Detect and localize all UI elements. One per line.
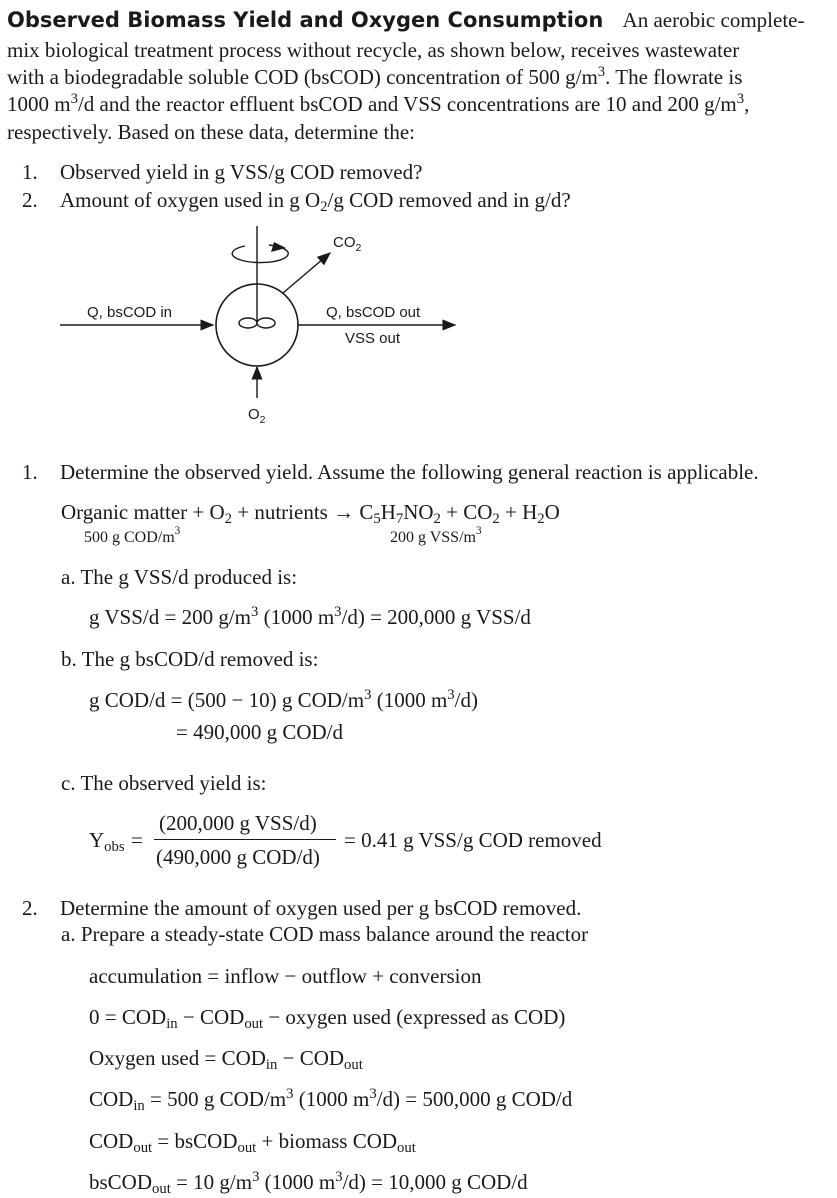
mixer-shaft-icon bbox=[232, 226, 288, 322]
step-2-heading: 2. Determine the amount of oxygen used per g bsCOD removed. bbox=[22, 896, 582, 920]
step-1b-equation-2: = 490,000 g COD/d bbox=[176, 720, 344, 744]
question-2: 2. Amount of oxygen used in g $O_2/g$ COD removed and in g/d? bbox=[22, 188, 571, 215]
step-1a-label: a. The g VSS/d produced is: bbox=[61, 565, 298, 589]
intro-text-5: respectively. Based on these data, determine the: bbox=[7, 120, 415, 144]
co2-arrow bbox=[283, 253, 330, 293]
vss-out-label: VSS out bbox=[345, 330, 401, 347]
intro-text-4: 1000 $m^3/d$ and the reactor effluent bsCOD and VSS concentrations are 10 and 200 $g/m^3$, bbox=[7, 91, 750, 116]
step-1b-label: b. The g bsCOD/d removed is: bbox=[61, 647, 319, 671]
yield-numerator: (200,000 g VSS/d) bbox=[159, 811, 317, 835]
intro-text-2: mix biological treatment process without recycle, as shown below, receives wastewater bbox=[7, 38, 740, 62]
step-1c-label: c. The observed yield is: bbox=[61, 771, 267, 795]
outflow-label: Q, bsCOD out bbox=[326, 304, 421, 321]
fraction-bar bbox=[154, 839, 336, 840]
yield-denominator: (490,000 g COD/d) bbox=[156, 845, 320, 869]
balance-bscod-out: bsCOD$_{out}$ = 10 $g/m^3$ (1000 $m^3/d) = 10,000$ g COD/d bbox=[89, 1169, 528, 1197]
balance-cod-out: $COD_{out}$ = bsCOD$_{out}$ + biomass $COD_{out}$ bbox=[89, 1129, 416, 1156]
step-1b-equation-1: g COD/d = (500 − 10) g COD/$m^3$ (1000 $m^3/d$) bbox=[89, 687, 478, 712]
balance-cod-in: $COD_{in} = 500$ g COD/$m^3$ (1000 $m^3/d) = 500,000$ g COD/d bbox=[89, 1086, 573, 1114]
intro-text-1: An aerobic complete- bbox=[622, 8, 805, 32]
oxygen-label: $O_2$ bbox=[248, 406, 266, 426]
co2-label: $CO_2$ bbox=[333, 234, 362, 254]
reaction-vss-label: 200 g VSS/$m^3$ bbox=[390, 525, 482, 546]
step-2a-label: a. Prepare a steady-state COD mass balance around the reactor bbox=[61, 922, 589, 946]
balance-general: accumulation = inflow − outflow + conversion bbox=[89, 964, 482, 988]
inflow-label: Q, bsCOD in bbox=[87, 304, 173, 321]
step-1a-equation: g VSS/d = 200 $g/m^3$ (1000 $m^3/d) = 200,000$ g VSS/d bbox=[89, 604, 531, 629]
question-1: 1. Observed yield in g VSS/g COD removed? bbox=[22, 160, 423, 184]
balance-oxygen-used: Oxygen used = $COD_{in} - COD_{out}$ bbox=[89, 1046, 363, 1073]
reactor-diagram bbox=[0, 0, 837, 440]
step-1-heading: 1. Determine the observed yield. Assume the following general reaction is applicable. bbox=[22, 460, 759, 484]
intro-text-3: with a biodegradable soluble COD (bsCOD) concentration of 500 $g/m^3$. The flowrate is bbox=[7, 64, 743, 89]
yield-result: = 0.41 g VSS/g COD removed bbox=[344, 828, 602, 852]
yield-symbol: $Y_{obs}$ bbox=[89, 828, 125, 855]
problem-title: Observed Biomass Yield and Oxygen Consumption bbox=[7, 8, 604, 32]
balance-steady-state: $0 = COD_{in} - COD_{out}$ − oxygen used (expressed as COD) bbox=[89, 1005, 566, 1032]
reaction-cod-label: 500 g COD/$m^3$ bbox=[84, 525, 181, 546]
reaction-equation: Organic matter + $O_2$ + nutrients → $C_5H_7NO_2 + CO_2 + H_2O$ bbox=[61, 500, 560, 527]
yield-equals: = bbox=[131, 828, 143, 852]
